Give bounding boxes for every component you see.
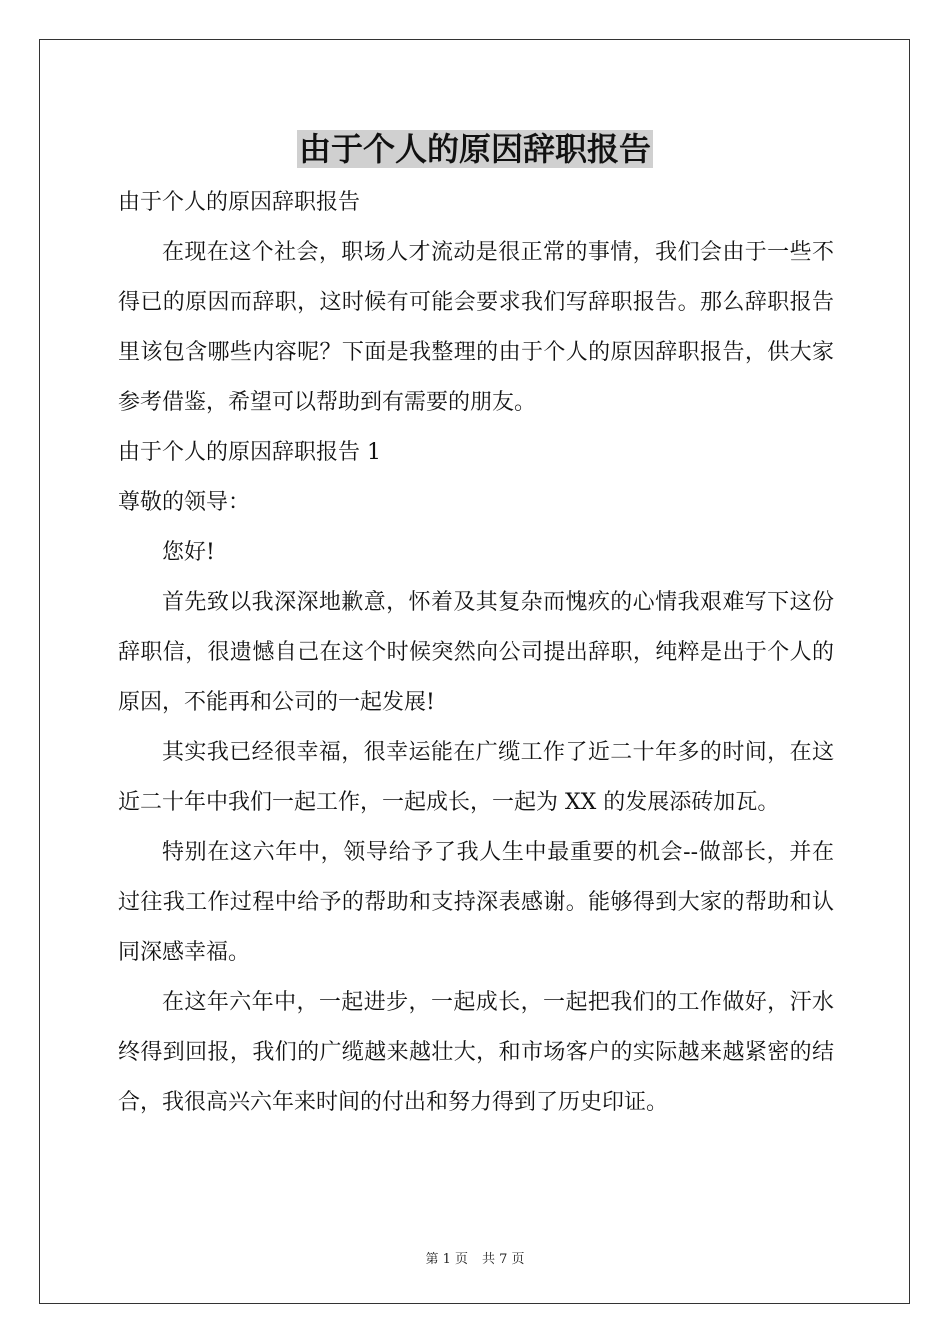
paragraph: 其实我已经很幸福，很幸运能在广缆工作了近二十年多的时间，在这近二十年中我们一起工作，一起成长，一起为 XX 的发展添砖加瓦。	[118, 740, 834, 815]
paragraph: 由于个人的原因辞职报告	[118, 190, 361, 215]
section-heading: 由于个人的原因辞职报告 1	[118, 440, 381, 465]
salutation: 尊敬的领导：	[118, 490, 251, 515]
paragraph: 在现在这个社会，职场人才流动是很正常的事情，我们会由于一些不得已的原因而辞职，这时候有可能会要求我们写辞职报告。那么辞职报告里该包含哪些内容呢？下面是我整理的由于个人的原因辞职报告，供大家参考借鉴，希望可以帮助到有需要的朋友。	[118, 240, 834, 415]
greeting: 您好!	[162, 540, 215, 565]
page-total: 共 7 页	[482, 1252, 525, 1267]
document-title	[0, 128, 950, 170]
paragraph: 首先致以我深深地歉意，怀着及其复杂而愧疚的心情我艰难写下这份辞职信，很遗憾自己在这个时候突然向公司提出辞职，纯粹是出于个人的原因，不能再和公司的一起发展!	[118, 590, 834, 715]
page-footer	[0, 1248, 950, 1267]
paragraph: 特别在这六年中，领导给予了我人生中最重要的机会--做部长，并在过往我工作过程中给予的帮助和支持深表感谢。能够得到大家的帮助和认同深感幸福。	[118, 840, 834, 965]
paragraph: 在这年六年中，一起进步，一起成长，一起把我们的工作做好，汗水终得到回报，我们的广缆越来越壮大，和市场客户的实际越来越紧密的结合，我很高兴六年来时间的付出和努力得到了历史印证。	[118, 990, 834, 1115]
page-number: 第 1 页	[425, 1252, 468, 1267]
document-body	[118, 178, 834, 1128]
title-text: 由于个人的原因辞职报告	[298, 130, 651, 168]
